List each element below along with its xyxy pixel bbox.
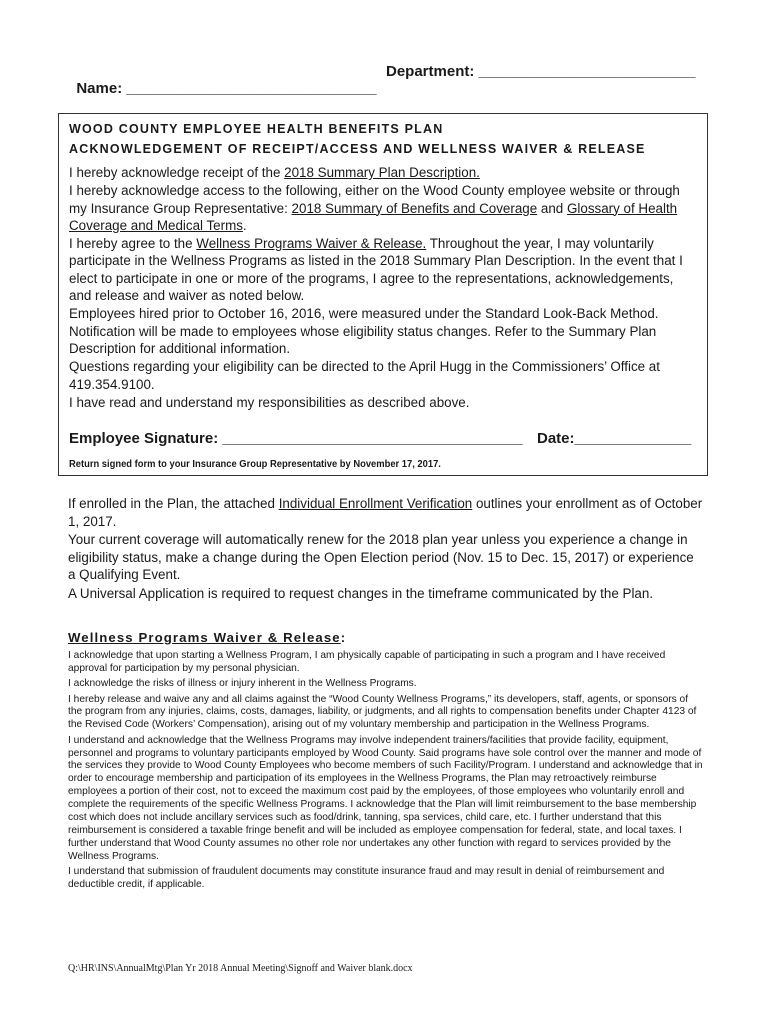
acknowledgement-text — [69, 164, 699, 412]
universal-application-paragraph: A Universal Application is required to request changes in the timeframe communicated by the Plan. — [68, 585, 654, 601]
waiver-title-colon: : — [340, 630, 347, 645]
wellness-waiver-link[interactable]: Wellness Programs Waiver & Release. — [196, 236, 427, 252]
enrollment-section — [68, 495, 704, 604]
box-title-line-2: ACKNOWLEDGEMENT OF RECEIPT/ACCESS AND WELLNESS WAIVER & RELEASE — [69, 142, 646, 156]
enrollment-text: If enrolled in the Plan, the attached — [68, 496, 279, 511]
glossary-link[interactable]: Glossary of Health Coverage and Medical Terms — [69, 200, 678, 233]
waiver-paragraph: I understand that submission of fraudulent documents may constitute insurance fraud and may result in denial of reimbursement and deductible credit, if applicable. — [68, 866, 665, 890]
department-group — [386, 63, 695, 80]
signature-field[interactable]: ____________________________________ — [222, 430, 523, 447]
box-title-line-1: WOOD COUNTY EMPLOYEE HEALTH BENEFITS PLAN — [69, 122, 444, 136]
name-field[interactable]: ______________________________ — [126, 80, 377, 97]
access-and-text: and — [537, 200, 567, 216]
waiver-heading — [68, 630, 346, 645]
date-field[interactable]: ______________ — [574, 430, 692, 447]
file-path-footer: Q:\HR\INS\AnnualMtg\Plan Yr 2018 Annual Meeting\Signoff and Waiver blank.docx — [68, 963, 413, 974]
access-period: . — [242, 217, 247, 233]
receipt-paragraph — [69, 164, 699, 181]
read-understand-paragraph: I have read and understand my responsibilities as described above. — [69, 394, 470, 410]
wellness-agree-text: I hereby agree to the — [69, 236, 197, 252]
wellness-agree-rest: Throughout the year, I may voluntarily participate in the Wellness Programs as listed in the 2018 Summary Plan Description. In the event that I elect to participate in one or more of the programs, I agree to the representations, acknowledgements, and release and waiver as noted below. — [69, 236, 683, 304]
eligibility-questions-paragraph: Questions regarding your eligibility can be directed to the April Hugg in the Commissioners’ Office at 419.354.9100. — [69, 359, 660, 392]
summary-plan-description-link[interactable]: 2018 Summary Plan Description. — [284, 165, 480, 180]
waiver-paragraph: I understand and acknowledge that the Wellness Programs may involve independent trainers/facilities that provide facility, equipment, personnel and programs to voluntary participants employed by Wood County. Said programs have sole control over the manner and mode of the services they provide to Wood County Employees who become members of such Facility/Program. I understand and acknowledge that in order to encourage membership and participation of its employees in the Wellness Programs, the Plan may retroactively reimburse employees a portion of their cost, not to exceed the maximum cost paid by the employees, of those employees who voluntarily enroll and complete the requirements of the specific Wellness Programs. I acknowledge that the Plan will limit reimbursement to the base membership cost which does not include ancillary services such as food/drink, tanning, spa services, child care, etc. I further understand that this reimbursement is considered a taxable fringe benefit and will be included as employee compensation for federal, state, and local taxes. I further understand that Wood County assumes no other role nor undertakes any other function with regard to services provided by the Wellness Programs. — [68, 734, 703, 862]
summary-of-benefits-link[interactable]: 2018 Summary of Benefits and Coverage — [291, 200, 538, 216]
acknowledgement-box — [58, 113, 708, 476]
waiver-paragraph: I hereby release and waive any and all claims against the “Wood County Wellness Programs,” its developers, staff, agents, or sponsors of the program from any injuries, claims, costs, damages, liability, or judgments, and all rights to compensation benefits under Chapter 4123 of the Revised Code (Workers’ Compensation), arising out of my voluntary membership and participation in the Wellness Programs. — [68, 693, 697, 731]
return-note: Return signed form to your Insurance Group Representative by November 17, 2017. — [69, 459, 441, 470]
lookback-paragraph: Employees hired prior to October 16, 2016, were measured under the Standard Look-Back Method. Notification will be made to employees whose eligibility status changes. Refer to the Summary Plan Description for additional information. — [69, 306, 659, 356]
enrollment-verification-link[interactable]: Individual Enrollment Verification — [278, 496, 473, 511]
waiver-paragraph: I acknowledge that upon starting a Wellness Program, I am physically capable of participating in such a program and I have received approval for participation by my personal physician. — [68, 650, 666, 674]
access-text: I hereby acknowledge access to the following, either on the Wood County employee website or through my Insurance Group Representative: — [69, 183, 680, 216]
waiver-body — [68, 650, 704, 894]
wellness-agree-paragraph — [69, 235, 699, 304]
coverage-renewal-paragraph: Your current coverage will automatically renew for the 2018 plan year unless you experience a change in eligibility status, make a change during the Open Election period (Nov. 15 to Dec. 15, 2017) or experience a Qualifying Event. — [68, 532, 694, 583]
date-group — [537, 430, 691, 447]
name-department-line — [68, 63, 696, 114]
department-label: Department: — [386, 63, 475, 80]
department-field[interactable]: __________________________ — [478, 63, 696, 80]
signature-line — [69, 430, 692, 447]
waiver-title: Wellness Programs Waiver & Release — [68, 630, 341, 645]
waiver-paragraph: I acknowledge the risks of illness or injury inherent in the Wellness Programs. — [68, 678, 417, 690]
receipt-text: I hereby acknowledge receipt of the — [69, 165, 285, 180]
enrollment-verification-paragraph — [68, 495, 704, 530]
enrollment-rest: outlines your enrollment as of October 1, 2017. — [68, 496, 703, 529]
access-paragraph — [69, 182, 699, 234]
date-label: Date: — [537, 430, 575, 447]
signature-label: Employee Signature: — [69, 430, 219, 447]
name-label: Name: — [76, 80, 123, 97]
